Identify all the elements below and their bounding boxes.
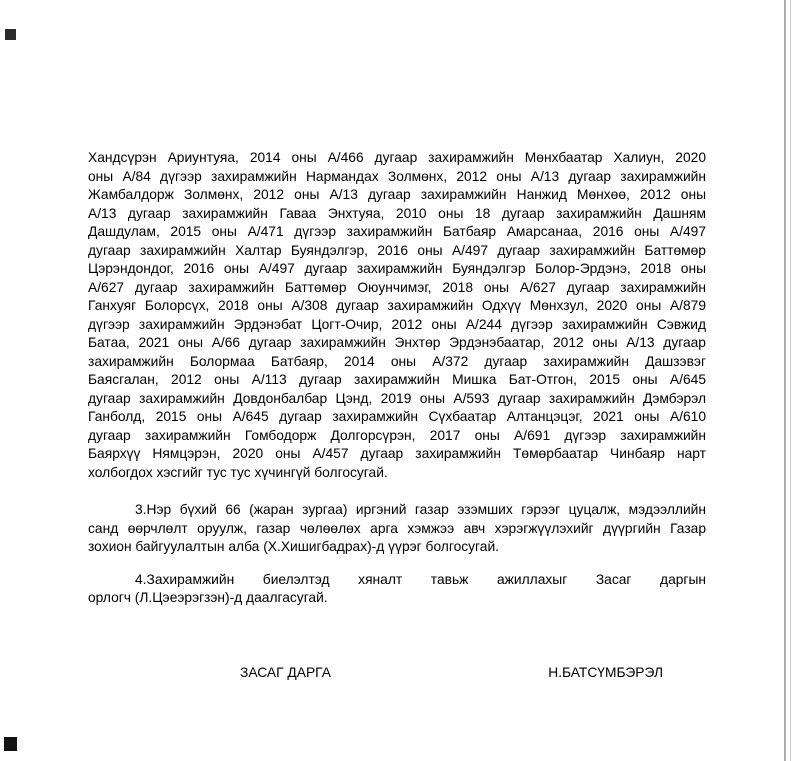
text-line: Ганхуяг Болорсүх, 2018 оны А/308 дугаар захирамжийн Одхүү Мөнхзул, 2020 оны А/879 — [88, 298, 706, 313]
text-line: дүгээр захирамжийн Эрдэнэбат Цогт-Очир, 2012 оны А/244 дүгээр захирамжийн Сэвжид — [88, 316, 706, 332]
text-line: захирамжийн Болормаа Батбаяр, 2014 оны А/372 дугаар захирамжийн Дашзэвэг — [88, 353, 706, 369]
text-line: А/627 дугаар захирамжийн Баттөмөр Оюунчимэг, 2018 оны А/627 дугаар захирамжийн — [88, 279, 706, 295]
text-line: оны А/84 дүгээр захирамжийн Нармандах Золмөнх, 2012 оны А/13 дугаар захирамжийн — [88, 168, 706, 184]
text-line: дугаар захирамжийн Гомбодорж Долгорсүрэн, 2017 оны А/691 дүгээр захирамжийн — [88, 427, 706, 443]
document-body — [88, 149, 706, 608]
signature-name: Н.БАТСҮМБЭРЭЛ — [548, 665, 663, 680]
signature-row — [88, 664, 706, 683]
text-line: 4.Захирамжийн биелэлтэд хяналт тавьж ажиллахыг Засаг даргын — [135, 571, 706, 587]
text-line: дугаар захирамжийн Халтар Буяндэлгэр, 2016 оны А/497 дугаар захирамжийн Баттөмөр — [88, 242, 706, 258]
text-line: Хандсүрэн Ариунтуяа, 2014 оны А/466 дугаар захирамжийн Мөнхбаатар Халиун, 2020 — [88, 150, 706, 165]
text-line: Дашдулам, 2015 оны А/471 дүгээр захирамжийн Батбаяр Амарсанаа, 2016 оны А/497 — [88, 224, 706, 239]
text-line: орлогч (Л.Цэеэрэгзэн)-д даалгасугай. — [88, 590, 328, 605]
page-edge-line — [784, 0, 786, 761]
text-line: Жамбалдорж Золмөнх, 2012 оны А/13 дугаар захирамжийн Нанжид Мөнхөө, 2012 оны — [88, 187, 706, 202]
text-line: дугаар захирамжийн Довдонбалбар Цэнд, 2019 оны А/593 дугаар захирамжийн Дэмбэрэл — [88, 390, 706, 406]
page-edge-shadow — [790, 0, 791, 761]
text-line: зохион байгуулалтын алба (Х.Хишигбадрах)-д үүрэг болгосугай. — [88, 539, 500, 554]
text-line: холбогдох хэсгийг тус тус хүчингүй болгосугай. — [88, 464, 388, 480]
signature-title: ЗАСАГ ДАРГА — [240, 665, 331, 680]
text-line: Ганболд, 2015 оны А/645 дугаар захирамжийн Сүхбаатар Алтанцэцэг, 2021 оны А/610 — [88, 409, 706, 424]
text-line: санд өөрчлөлт оруулж, газар чөлөөлөх арга хэмжээ авч хэрэгжүүлэхийг дүүргийн Газар — [88, 520, 706, 536]
paragraph-clause-4 — [88, 571, 706, 608]
scan-artifact-top-left — [5, 29, 16, 40]
text-line: Баясгалан, 2012 оны А/113 дугаар захирамжийн Мишка Бат-Отгон, 2015 оны А/645 — [88, 372, 706, 387]
paragraph-revocation-list — [88, 149, 706, 482]
scan-artifact-bottom-left — [4, 737, 17, 751]
text-line: Баярхүү Нямцэрэн, 2020 оны А/457 дугаар захирамжийн Төмөрбаатар Чинбаяр нарт — [88, 446, 706, 461]
paragraph-clause-3 — [88, 501, 706, 557]
text-line: Цэрэндондог, 2016 оны А/497 дугаар захирамжийн Буяндэлгэр Болор-Эрдэнэ, 2018 оны — [88, 261, 706, 276]
text-line: 3.Нэр бүхий 66 (жаран зургаа) иргэний газар эзэмших гэрээг цуцалж, мэдээллийн — [135, 502, 706, 517]
text-line: А/13 дугаар захирамжийн Гаваа Энхтуяа, 2010 оны 18 дугаар захирамжийн Дашням — [88, 205, 706, 221]
text-line: Батаа, 2021 оны А/66 дугаар захирамжийн Энхтөр Эрдэнэбаатар, 2012 оны А/13 дугаар — [88, 335, 706, 350]
